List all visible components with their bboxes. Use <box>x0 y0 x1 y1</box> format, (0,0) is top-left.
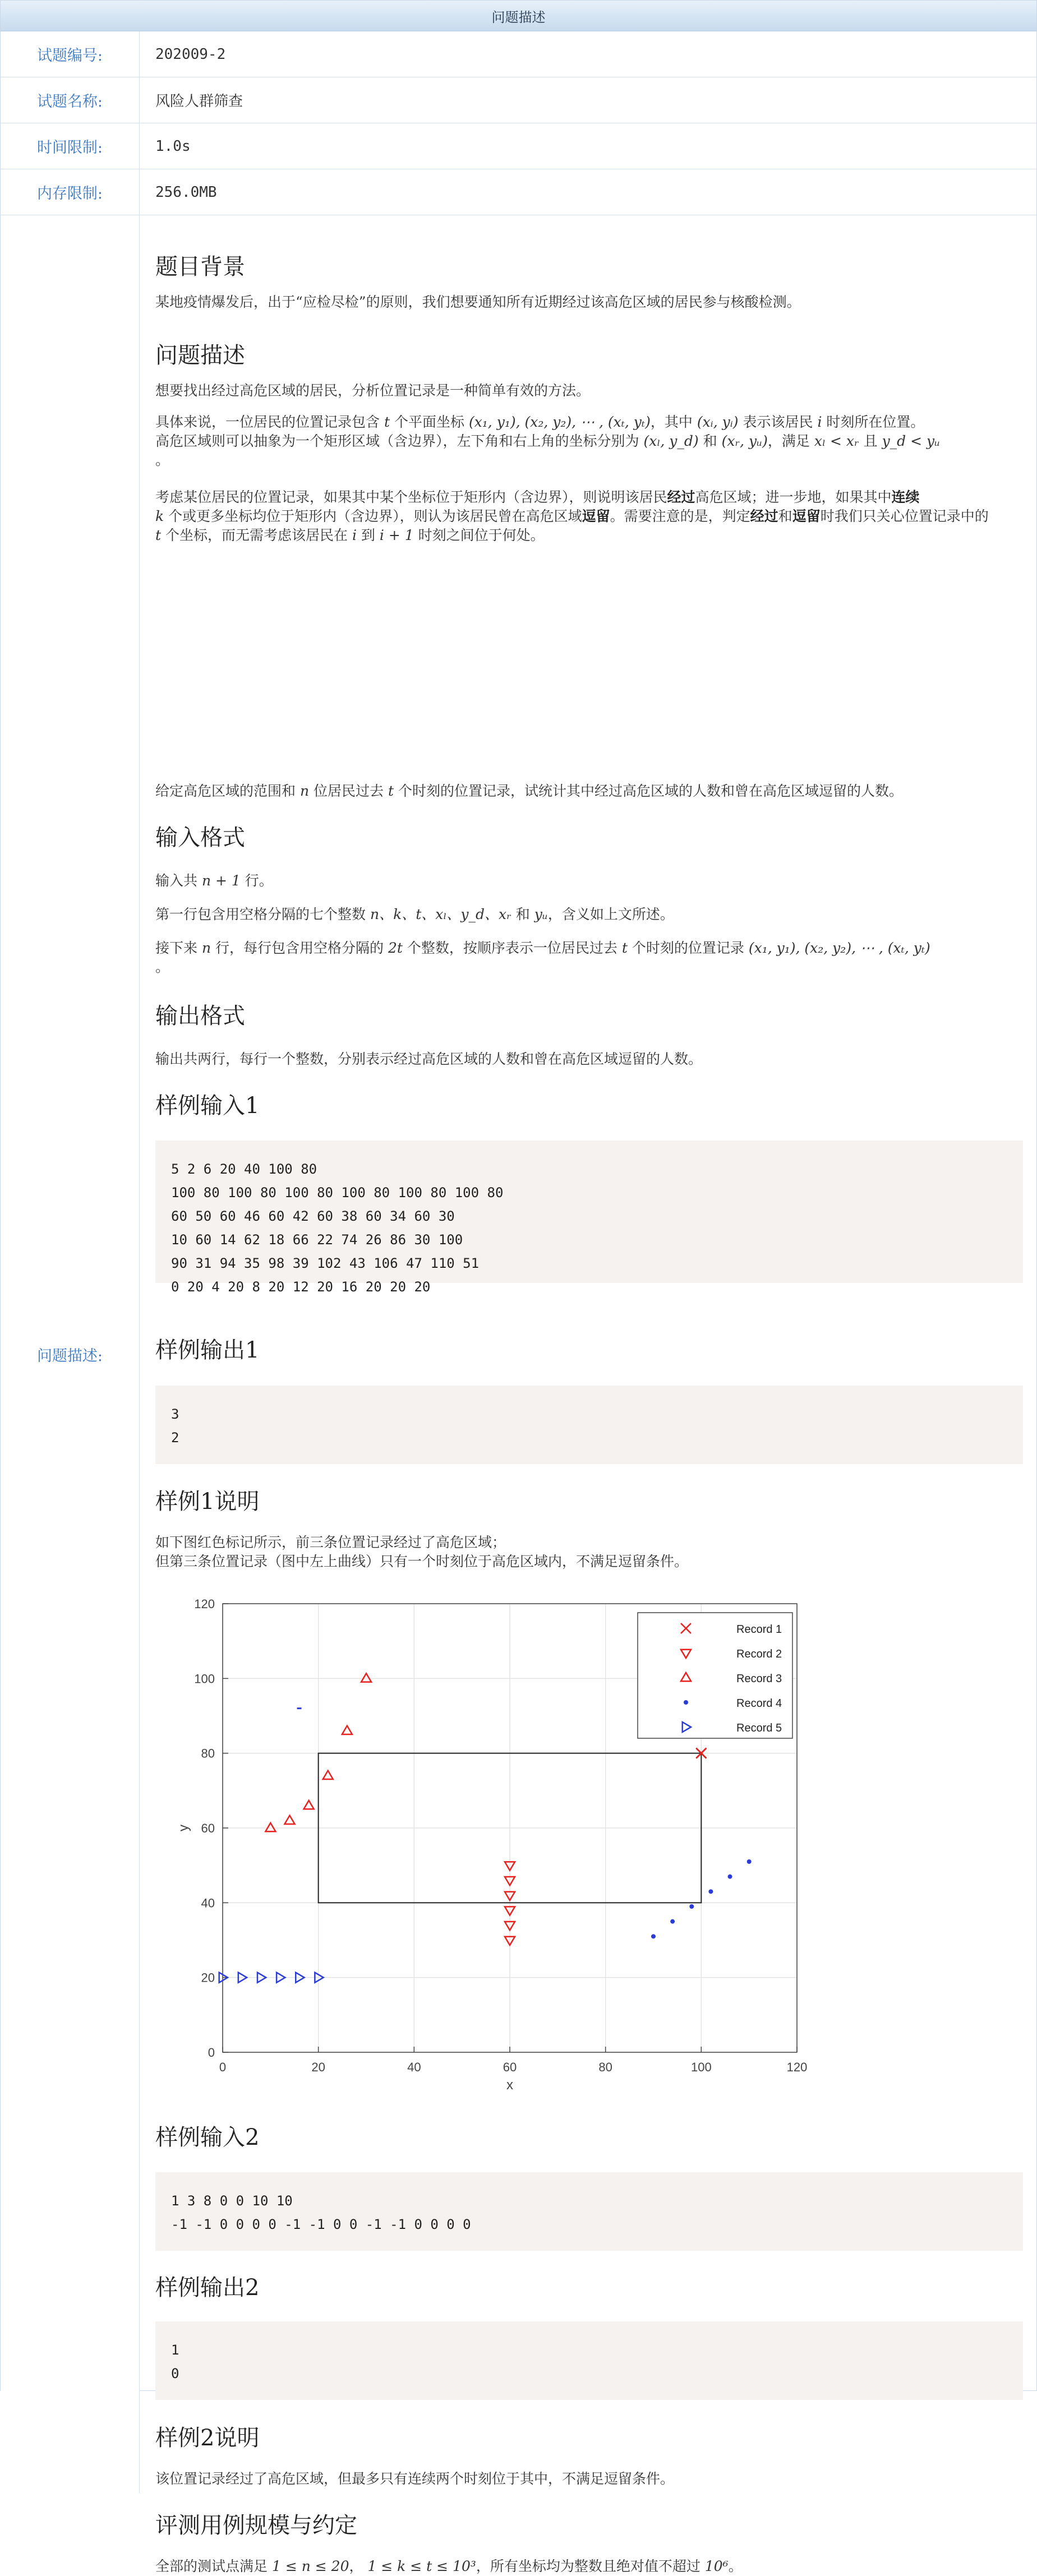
math-t: t <box>388 783 394 799</box>
section-title-explain-1: 样例1说明 <box>155 1489 260 1515</box>
text: 表示该居民 <box>743 414 813 430</box>
series-4-point <box>651 1934 656 1938</box>
text: 。 <box>155 452 170 468</box>
math-i-plus-1: i + 1 <box>379 527 414 543</box>
math-constraint-coord: 10⁶ <box>704 2558 729 2574</box>
math-i: i <box>352 527 357 543</box>
text: 个或更多坐标均位于矩形内（含边界），则认为该居民曾在高危区域 <box>168 508 582 524</box>
meta-row-name <box>1 77 1036 123</box>
text: 个平面坐标 <box>394 414 464 430</box>
input-paragraph-1 <box>155 871 1023 890</box>
page-header <box>1 1 1036 31</box>
text: 个时刻的位置记录 <box>632 940 744 956</box>
series-3-point <box>361 1673 371 1682</box>
text: 。 <box>728 2558 743 2574</box>
description-label: 问题描述: <box>1 215 140 2493</box>
bold-text: 逗留 <box>792 508 821 524</box>
text: 给定高危区域的范围和 <box>155 783 296 799</box>
x-axis-label: x <box>506 2078 513 2093</box>
math-t: t <box>384 414 390 430</box>
x-tick-label: 20 <box>311 2060 325 2074</box>
input-paragraph-3 <box>155 939 1023 977</box>
problem-paragraph-3 <box>155 488 1023 545</box>
meta-row-time <box>1 123 1036 169</box>
problem-paragraph-4 <box>155 782 1023 801</box>
math-n-plus-1: n + 1 <box>201 872 241 889</box>
math-points: (x₁, y₁), (x₂, y₂), ⋯ , (xₜ, yₜ) <box>748 940 930 956</box>
description-row <box>1 215 1036 2574</box>
section-title-scale: 评测用例规模与约定 <box>155 2513 357 2538</box>
meta-label: 试题编号: <box>1 31 140 77</box>
math-k: k <box>155 508 164 524</box>
series-3-point <box>265 1823 275 1831</box>
text: 时刻之间位于何处。 <box>418 527 545 543</box>
x-tick-label: 0 <box>219 2060 227 2074</box>
section-title-output: 输出格式 <box>155 1003 245 1029</box>
text: 和 <box>778 508 792 524</box>
text: 第一行包含用空格分隔的七个整数 <box>155 906 366 922</box>
section-title-sample-input-1: 样例输入1 <box>155 1093 260 1119</box>
section-title-explain-2: 样例2说明 <box>155 2425 260 2451</box>
math-constraint-n: 1 ≤ n ≤ 20 <box>271 2558 349 2574</box>
problem-paragraph-2 <box>155 413 1023 470</box>
explain-1-line-1: 如下图红色标记所示，前三条位置记录经过了高危区域； <box>155 1534 506 1550</box>
text: 时我们只关心位置记录中的 <box>820 508 989 524</box>
x-tick-label: 120 <box>786 2060 808 2074</box>
x-tick-label: 80 <box>598 2060 612 2074</box>
text: 行，每行包含用空格分隔的 <box>215 940 384 956</box>
series-4-point <box>708 1889 713 1894</box>
y-tick-label: 0 <box>208 2046 215 2060</box>
meta-value: 1.0s <box>155 137 191 155</box>
page-header-title: 问题描述 <box>491 9 546 25</box>
y-tick-label: 120 <box>194 1597 215 1611</box>
series-4-point <box>689 1904 694 1909</box>
math-seven: n、k、t、xₗ、y_d、xᵣ <box>370 906 511 922</box>
text: 高危区域则可以抽象为一个矩形区域（含边界），左下角和右上角的坐标分别为 <box>155 433 639 449</box>
text: 行。 <box>245 872 273 889</box>
series-3-point <box>342 1726 352 1734</box>
series-4-point <box>728 1875 732 1879</box>
series-3-point <box>323 1771 333 1779</box>
text: 和 <box>703 433 717 449</box>
math-constraint-kt: 1 ≤ k ≤ t ≤ 10³ <box>367 2558 476 2574</box>
text: 个时刻的位置记录，试统计其中经过高危区域的人数和曾在高危区域逗留的人数。 <box>398 783 904 799</box>
explain-2-line-1: 该位置记录经过了高危区域，但最多只有连续两个时刻位于其中，不满足逗留条件。 <box>155 2471 675 2487</box>
text: 且 <box>863 433 878 449</box>
section-title-problem: 问题描述 <box>155 343 245 368</box>
meta-label: 时间限制: <box>1 123 140 169</box>
problem-paragraph-1: 想要找出经过高危区域的居民，分析位置记录是一种简单有效的方法。 <box>155 382 591 399</box>
sample-output-1-code: 3 2 <box>155 1386 1023 1464</box>
legend-label: Record 4 <box>736 1697 782 1710</box>
sample-1-scatter-chart <box>155 1584 828 2099</box>
math-n: n <box>299 783 310 799</box>
x-tick-label: 40 <box>407 2060 421 2074</box>
series-4-point <box>670 1919 675 1924</box>
meta-label: 内存限制: <box>1 169 140 215</box>
background-text: 某地疫情爆发后，出于“应检尽检”的原则，我们想要通知所有近期经过该高危区域的居民参与核酸检测。 <box>155 294 801 310</box>
sample-input-2-code: 1 3 8 0 0 10 10 -1 -1 0 0 0 0 -1 -1 0 0 -1 -1 0 0 0 0 <box>155 2172 1023 2251</box>
math-n: n <box>201 940 211 956</box>
math-i: i <box>817 414 822 430</box>
series-3-point <box>304 1801 314 1809</box>
y-tick-label: 20 <box>201 1970 215 1985</box>
legend-label: Record 2 <box>736 1648 782 1660</box>
series-4-point <box>747 1859 752 1864</box>
math-xlyd: (xₗ, y_d) <box>643 433 699 449</box>
text: 。需要注意的是，判定 <box>610 508 750 524</box>
sample-input-1-code: 5 2 6 20 40 100 80 100 80 100 80 100 80 100 80 100 80 100 80 60 50 60 46 60 42 60 38 60 34 60 30 10 60 14 62 18 66 22 74 26 86 30 100 90 31 94 35 98 39 102 43 106 47 110 51 0 20 4 20 8 20 12 20 16 20 20 20 <box>155 1141 1023 1283</box>
section-title-input: 输入格式 <box>155 825 245 851</box>
bold-text: 连续 <box>891 489 920 505</box>
meta-row-id <box>1 31 1036 77</box>
section-title-sample-output-1: 样例输出1 <box>155 1337 260 1363</box>
legend-marker <box>684 1700 688 1705</box>
text: 具体来说，一位居民的位置记录包含 <box>155 414 380 430</box>
math-xryu: (xᵣ, yᵤ) <box>721 433 768 449</box>
bold-text: 经过 <box>667 489 695 505</box>
text: 输入共 <box>155 872 198 889</box>
text: 和 <box>515 906 530 922</box>
x-tick-label: 60 <box>503 2060 517 2074</box>
meta-value: 风险人群筛查 <box>155 93 243 110</box>
text: 高危区域；进一步地，如果其中 <box>695 489 892 505</box>
section-title-background: 题目背景 <box>155 254 245 280</box>
description-content <box>140 215 1036 2574</box>
text: 考虑某位居民的位置记录，如果其中某个坐标位于矩形内（含边界），则说明该居民 <box>155 489 667 505</box>
y-tick-label: 80 <box>201 1746 215 1761</box>
text: 个坐标，而无需考虑该居民在 <box>165 527 348 543</box>
scale-paragraph <box>155 2557 1023 2576</box>
math-2t: 2t <box>388 940 403 956</box>
text: 。 <box>155 959 170 975</box>
legend-label: Record 5 <box>736 1722 782 1734</box>
math-points: (x₁, y₁), (x₂, y₂), ⋯ , (xₜ, yₜ) <box>468 414 651 430</box>
input-paragraph-2 <box>155 905 1023 924</box>
text: ，含义如上文所述。 <box>547 906 674 922</box>
y-tick-label: 40 <box>201 1896 215 1910</box>
text: 时刻所在位置。 <box>826 414 925 430</box>
math-t: t <box>155 527 162 543</box>
section-title-sample-input-2: 样例输入2 <box>155 2125 260 2150</box>
math-xiyi: (xᵢ, yᵢ) <box>697 414 739 430</box>
text: 接下来 <box>155 940 198 956</box>
math-ydyu: y_d < yᵤ <box>882 433 941 449</box>
y-tick-label: 60 <box>201 1821 215 1835</box>
text: ，所有坐标均为整数且绝对值不超过 <box>476 2558 700 2574</box>
text: ，满足 <box>767 433 810 449</box>
math-xlxr: xₗ < xᵣ <box>814 433 859 449</box>
meta-label: 试题名称: <box>1 77 140 123</box>
legend-label: Record 3 <box>736 1673 782 1685</box>
text: 位居民过去 <box>314 783 384 799</box>
explain-1-line-2: 但第三条位置记录（图中左上曲线）只有一个时刻位于高危区域内，不满足逗留条件。 <box>155 1553 689 1569</box>
y-tick-label: 100 <box>194 1672 215 1686</box>
output-paragraph-1: 输出共两行，每行一个整数，分别表示经过高危区域的人数和曾在高危区域逗留的人数。 <box>155 1051 703 1067</box>
text: ， <box>349 2558 363 2574</box>
text: 个整数，按顺序表示一位居民过去 <box>407 940 617 956</box>
x-tick-label: 100 <box>690 2060 712 2074</box>
text: 到 <box>361 527 375 543</box>
math-t: t <box>621 940 628 956</box>
text: 全部的测试点满足 <box>155 2558 268 2574</box>
bold-text: 逗留 <box>582 508 610 524</box>
meta-row-memory <box>1 169 1036 215</box>
sample-output-2-code: 1 0 <box>155 2321 1023 2400</box>
text: ，其中 <box>650 414 693 430</box>
series-3-point <box>284 1816 294 1824</box>
legend-label: Record 1 <box>736 1623 782 1636</box>
math-yu: yᵤ <box>534 906 548 922</box>
meta-value: 202009-2 <box>155 45 226 63</box>
y-axis-label: y <box>176 1825 191 1831</box>
bold-text: 经过 <box>750 508 778 524</box>
section-title-sample-output-2: 样例输出2 <box>155 2275 260 2301</box>
meta-value: 256.0MB <box>155 183 217 201</box>
